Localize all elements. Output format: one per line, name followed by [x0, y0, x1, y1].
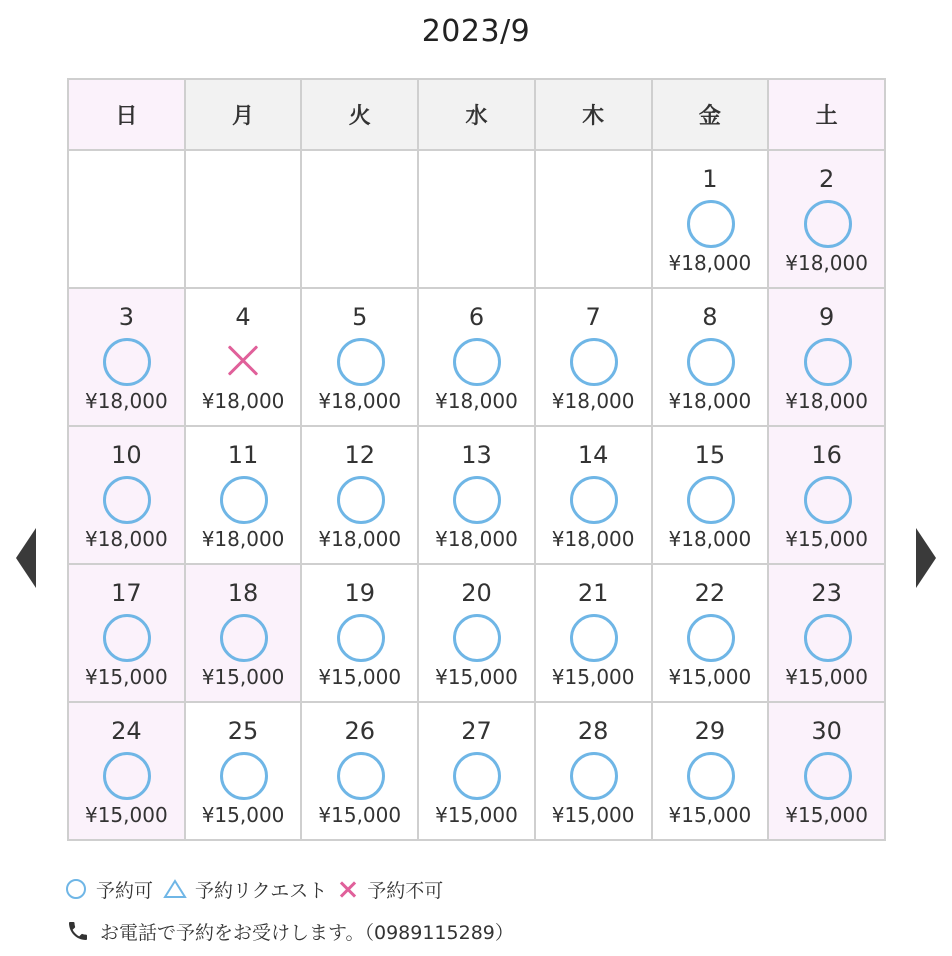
legend-unavailable-label: 予約不可: [367, 879, 444, 902]
phone-contact-text: お電話で予約をお受けします。（0989115289）: [100, 921, 514, 944]
day-cell[interactable]: [418, 426, 535, 564]
available-circle-icon[interactable]: [336, 475, 384, 523]
day-price: ¥15,000: [201, 803, 285, 827]
day-price: ¥18,000: [318, 527, 402, 551]
day-cell[interactable]: [652, 426, 769, 564]
available-circle-icon[interactable]: [452, 751, 500, 799]
available-circle-icon[interactable]: [803, 475, 851, 523]
day-number: 16: [811, 441, 842, 469]
day-price: ¥15,000: [318, 665, 402, 689]
day-price: ¥18,000: [551, 389, 635, 413]
day-price: ¥18,000: [201, 389, 285, 413]
day-number: 27: [461, 717, 492, 745]
day-cell[interactable]: [652, 564, 769, 702]
day-number: 9: [818, 303, 835, 331]
week-row: [68, 564, 885, 702]
day-price: ¥18,000: [668, 527, 752, 551]
available-circle-icon[interactable]: [336, 613, 384, 661]
available-circle-icon[interactable]: [219, 613, 267, 661]
empty-cell: [535, 150, 652, 288]
day-number: 29: [694, 717, 726, 745]
available-circle-icon[interactable]: [452, 475, 500, 523]
weekday-sun: 日: [68, 79, 185, 150]
day-cell[interactable]: [768, 564, 885, 702]
day-number: 15: [694, 441, 726, 469]
day-number: 21: [577, 579, 609, 607]
day-cell[interactable]: [652, 288, 769, 426]
day-number: 28: [577, 717, 609, 745]
available-circle-icon[interactable]: [336, 337, 384, 385]
unavailable-cross-icon: [219, 337, 267, 385]
available-circle-icon[interactable]: [452, 337, 500, 385]
day-cell[interactable]: [301, 702, 418, 840]
empty-cell: [185, 150, 302, 288]
day-number: 13: [461, 441, 492, 469]
day-cell[interactable]: [652, 150, 769, 288]
day-price: ¥18,000: [668, 251, 752, 275]
day-cell[interactable]: [301, 564, 418, 702]
available-circle-icon[interactable]: [686, 199, 734, 247]
day-price: ¥18,000: [785, 389, 868, 413]
available-circle-icon[interactable]: [102, 337, 150, 385]
day-number: 24: [111, 717, 142, 745]
day-cell: [185, 288, 302, 426]
weekday-wed: 水: [418, 79, 535, 150]
available-circle-icon[interactable]: [803, 751, 851, 799]
day-cell[interactable]: [768, 702, 885, 840]
available-circle-icon: [66, 879, 86, 899]
day-number: 4: [235, 303, 251, 331]
day-price: ¥18,000: [318, 389, 402, 413]
day-price: ¥15,000: [201, 665, 285, 689]
available-circle-icon[interactable]: [102, 751, 150, 799]
available-circle-icon[interactable]: [803, 337, 851, 385]
day-cell[interactable]: [535, 426, 652, 564]
empty-cell: [68, 150, 185, 288]
day-number: 20: [461, 579, 492, 607]
day-price: ¥15,000: [785, 527, 868, 551]
day-number: 2: [818, 165, 835, 193]
day-price: ¥18,000: [84, 389, 168, 413]
prev-month-icon[interactable]: [16, 528, 36, 588]
day-price: ¥15,000: [668, 665, 752, 689]
day-cell[interactable]: [418, 288, 535, 426]
weekday-header-row: [68, 79, 885, 150]
available-circle-icon[interactable]: [803, 613, 851, 661]
day-number: 18: [227, 579, 259, 607]
day-number: 30: [811, 717, 842, 745]
phone-icon: [66, 919, 90, 943]
available-circle-icon[interactable]: [686, 613, 734, 661]
day-price: ¥18,000: [435, 389, 518, 413]
day-price: ¥18,000: [551, 527, 635, 551]
day-price: ¥18,000: [435, 527, 518, 551]
day-number: 23: [811, 579, 842, 607]
day-number: 22: [694, 579, 726, 607]
day-number: 19: [344, 579, 376, 607]
day-cell[interactable]: [418, 564, 535, 702]
available-circle-icon[interactable]: [569, 751, 617, 799]
weekday-fri: 金: [652, 79, 769, 150]
week-row: [68, 288, 885, 426]
legend-available-label: 予約可: [96, 879, 154, 902]
day-number: 26: [344, 717, 376, 745]
day-cell[interactable]: [68, 564, 185, 702]
available-circle-icon[interactable]: [102, 475, 150, 523]
day-price: ¥18,000: [668, 389, 752, 413]
day-cell[interactable]: [301, 288, 418, 426]
request-triangle-icon: [163, 879, 187, 899]
available-circle-icon[interactable]: [803, 199, 851, 247]
day-cell[interactable]: [301, 426, 418, 564]
day-cell[interactable]: [768, 426, 885, 564]
day-number: 11: [227, 441, 259, 469]
day-cell[interactable]: [535, 564, 652, 702]
available-circle-icon[interactable]: [219, 751, 267, 799]
day-number: 6: [468, 303, 485, 331]
available-circle-icon[interactable]: [102, 613, 150, 661]
day-cell[interactable]: [768, 288, 885, 426]
day-cell[interactable]: [535, 288, 652, 426]
day-number: 17: [111, 579, 142, 607]
available-circle-icon[interactable]: [452, 613, 500, 661]
day-cell[interactable]: [535, 702, 652, 840]
empty-cell: [418, 150, 535, 288]
day-price: ¥15,000: [785, 803, 868, 827]
day-cell[interactable]: [68, 702, 185, 840]
week-row: [68, 702, 885, 840]
week-row: [68, 426, 885, 564]
calendar-grid: [67, 78, 886, 841]
day-price: ¥15,000: [84, 665, 168, 689]
available-circle-icon[interactable]: [569, 613, 617, 661]
day-price: ¥18,000: [84, 527, 168, 551]
day-number: 1: [702, 165, 718, 193]
available-circle-icon[interactable]: [569, 475, 617, 523]
day-price: ¥15,000: [84, 803, 168, 827]
day-price: ¥15,000: [551, 665, 635, 689]
unavailable-cross-icon: [337, 878, 359, 900]
day-number: 3: [118, 303, 134, 331]
calendar-title: 2023/9: [421, 14, 531, 49]
day-price: ¥15,000: [551, 803, 635, 827]
available-circle-icon[interactable]: [569, 337, 617, 385]
day-cell[interactable]: [185, 702, 302, 840]
day-cell[interactable]: [418, 702, 535, 840]
available-circle-icon[interactable]: [686, 475, 734, 523]
legend-request-label: 予約リクエスト: [195, 879, 328, 902]
day-number: 14: [577, 441, 609, 469]
day-number: 7: [585, 303, 601, 331]
available-circle-icon[interactable]: [686, 337, 734, 385]
empty-cell: [301, 150, 418, 288]
day-price: ¥15,000: [668, 803, 752, 827]
weekday-mon: 月: [185, 79, 302, 150]
legend: [66, 874, 443, 904]
day-cell[interactable]: [68, 426, 185, 564]
day-price: ¥15,000: [785, 665, 868, 689]
weekday-tue: 火: [301, 79, 418, 150]
day-cell[interactable]: [68, 288, 185, 426]
day-number: 25: [227, 717, 259, 745]
day-price: ¥18,000: [201, 527, 285, 551]
day-number: 5: [352, 303, 368, 331]
day-price: ¥15,000: [318, 803, 402, 827]
day-cell[interactable]: [768, 150, 885, 288]
day-cell[interactable]: [185, 426, 302, 564]
day-number: 12: [344, 441, 376, 469]
weekday-sat: 土: [768, 79, 885, 150]
phone-contact: [66, 916, 514, 946]
day-price: ¥15,000: [435, 803, 518, 827]
available-circle-icon[interactable]: [219, 475, 267, 523]
day-number: 8: [702, 303, 718, 331]
available-circle-icon[interactable]: [686, 751, 734, 799]
day-number: 10: [111, 441, 142, 469]
available-circle-icon[interactable]: [336, 751, 384, 799]
day-price: ¥18,000: [785, 251, 868, 275]
next-month-icon[interactable]: [916, 528, 936, 588]
week-row: [68, 150, 885, 288]
day-cell[interactable]: [185, 564, 302, 702]
weekday-thu: 木: [535, 79, 652, 150]
day-price: ¥15,000: [435, 665, 518, 689]
day-cell[interactable]: [652, 702, 769, 840]
